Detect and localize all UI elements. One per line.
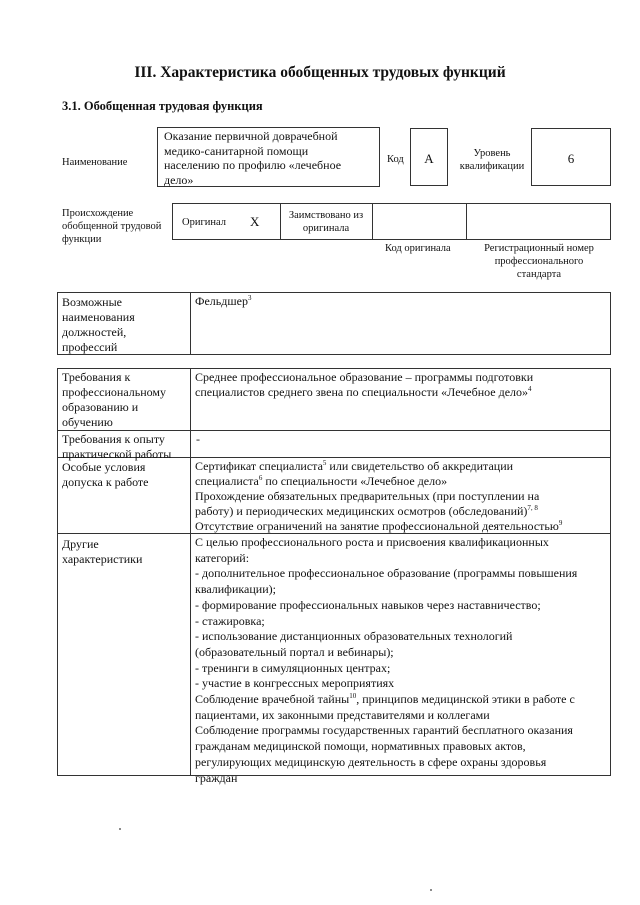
- other-line: - использование дистанционных образовательных технологий: [195, 629, 513, 644]
- other-line: граждан: [195, 770, 238, 785]
- education-label-line: профессиональному: [62, 385, 166, 399]
- name-line: населению по профилю «лечебное: [164, 158, 342, 172]
- other-line: пациентами, их законными представителями и коллегами: [195, 707, 490, 722]
- experience-label: [62, 432, 171, 462]
- other-line: - участие в конгрессных мероприятиях: [195, 676, 395, 691]
- other-label-line: Другие: [62, 537, 99, 551]
- education-line-text: специалистов среднего звена по специальности «Лечебное дело»: [195, 385, 529, 399]
- positions-value: [195, 294, 251, 309]
- reg-number-line: профессионального: [494, 256, 584, 267]
- subsection-title: 3.1. Обобщенная трудовая функция: [62, 99, 263, 113]
- origin-divider: [466, 203, 467, 240]
- origin-label-line: функции: [62, 234, 102, 245]
- row-divider: [57, 430, 611, 431]
- special-label: [62, 460, 149, 490]
- education-value: [195, 370, 607, 400]
- other-text: , принципов медицинской этики в работе с: [356, 692, 575, 707]
- footnote-ref: 3: [247, 294, 252, 302]
- special-text: Сертификат специалиста: [195, 459, 323, 473]
- reg-number-line: стандарта: [516, 269, 562, 280]
- footnote-ref: 10: [349, 692, 357, 701]
- origin-divider: [280, 203, 281, 240]
- special-text: работу) и периодических медицинских осмотров (обследований): [195, 504, 528, 518]
- borrowed-label: [282, 209, 370, 235]
- other-line: (образовательный портал и вебинары);: [195, 644, 394, 659]
- special-label-line: Особые условия: [62, 460, 146, 474]
- special-line: [195, 474, 607, 489]
- other-line: - тренинги в симуляционных центрах;: [195, 660, 391, 675]
- name-line: медико-санитарной помощи: [164, 143, 309, 158]
- name-label: Наименование: [62, 157, 128, 168]
- positions-value-text: Фельдшер: [195, 294, 248, 308]
- other-line: - стажировка;: [195, 613, 265, 628]
- name-value: [164, 129, 379, 187]
- special-text: Отсутствие ограничений на занятие профессиональной деятельностью: [195, 519, 559, 533]
- special-text: специалиста: [195, 474, 259, 488]
- code-box: [410, 128, 448, 186]
- level-box: [531, 128, 611, 186]
- experience-label-line: Требования к опыту: [62, 432, 165, 446]
- borrowed-label-line: Заимствовано из: [288, 210, 364, 221]
- name-line: дело»: [164, 172, 194, 187]
- special-label-line: допуска к работе: [62, 475, 149, 489]
- experience-label-line: практической работы: [62, 447, 172, 461]
- code-original-label: Код оригинала: [385, 243, 451, 254]
- other-line: гражданам медицинской помощи, нормативных правовых актов,: [195, 739, 526, 754]
- scan-speck: [119, 828, 121, 830]
- other-line: С целью профессионального роста и присвоения квалификационных: [195, 535, 549, 549]
- origin-table: [172, 203, 611, 240]
- positions-label: [62, 295, 135, 355]
- special-line: Прохождение обязательных предварительных (при поступлении на: [195, 489, 540, 503]
- reg-number-line: Регистрационный номер: [484, 243, 594, 254]
- positions-table: [57, 292, 611, 355]
- other-line: - формирование профессиональных навыков через наставничество;: [195, 597, 541, 612]
- special-value: [195, 459, 607, 534]
- experience-value: -: [196, 432, 200, 446]
- education-label-line: обучению: [62, 415, 113, 429]
- section-title: III. Характеристика обобщенных трудовых функций: [134, 64, 506, 81]
- other-line: регулирующих медицинскую деятельность в сфере охраны здоровья: [195, 754, 547, 769]
- other-line: квалификации);: [195, 582, 276, 597]
- name-value-box: [157, 127, 380, 187]
- other-text: Соблюдение врачебной тайны: [195, 692, 350, 707]
- footnote-ref: 6: [258, 474, 263, 482]
- positions-label-line: Возможные: [62, 295, 122, 309]
- positions-divider: [190, 292, 191, 355]
- level-label-line: Уровень: [473, 148, 511, 159]
- level-label: [459, 147, 525, 173]
- level-label-line: квалификации: [459, 161, 525, 172]
- other-value: [195, 535, 607, 786]
- education-label-line: образованию и: [62, 400, 139, 414]
- education-label-line: Требования к: [62, 370, 131, 384]
- other-line: [195, 692, 607, 708]
- other-line: - дополнительное профессиональное образование (программы повышения: [195, 566, 578, 581]
- original-label: Оригинал: [182, 217, 226, 228]
- special-line: [195, 459, 607, 474]
- special-text: по специальности «Лечебное дело»: [262, 474, 448, 488]
- name-line: Оказание первичной доврачебной: [164, 129, 338, 143]
- education-line: [195, 385, 607, 400]
- origin-divider: [372, 203, 373, 240]
- education-label: [62, 370, 166, 430]
- other-label-line: характеристики: [62, 552, 143, 566]
- origin-label-line: Происхождение: [62, 208, 134, 219]
- footnote-ref: 4: [528, 385, 532, 393]
- footnote-ref: 5: [322, 459, 327, 467]
- scan-speck: [430, 889, 432, 891]
- borrowed-label-line: оригинала: [302, 223, 350, 234]
- origin-label-line: обобщенной трудовой: [62, 221, 162, 232]
- positions-label-line: наименования: [62, 310, 135, 324]
- other-label: [62, 537, 142, 567]
- code-value: А: [424, 151, 434, 166]
- other-line: Соблюдение программы государственных гарантий бесплатного оказания: [195, 723, 573, 738]
- origin-label: [62, 207, 161, 246]
- special-line: [195, 504, 607, 519]
- footnote-ref: 7, 8: [527, 504, 538, 512]
- education-line: Среднее профессиональное образование – программы подготовки: [195, 370, 534, 384]
- special-line: [195, 519, 607, 534]
- level-value: 6: [567, 151, 575, 166]
- footnote-ref: 9: [558, 519, 563, 527]
- reg-number-label: [479, 242, 599, 281]
- code-label: Код: [387, 154, 404, 165]
- special-text: или свидетельство об аккредитации: [326, 459, 514, 473]
- other-line: категорий:: [195, 550, 250, 565]
- positions-label-line: должностей,: [62, 325, 127, 339]
- original-mark: X: [250, 214, 260, 229]
- positions-label-line: профессий: [62, 340, 118, 354]
